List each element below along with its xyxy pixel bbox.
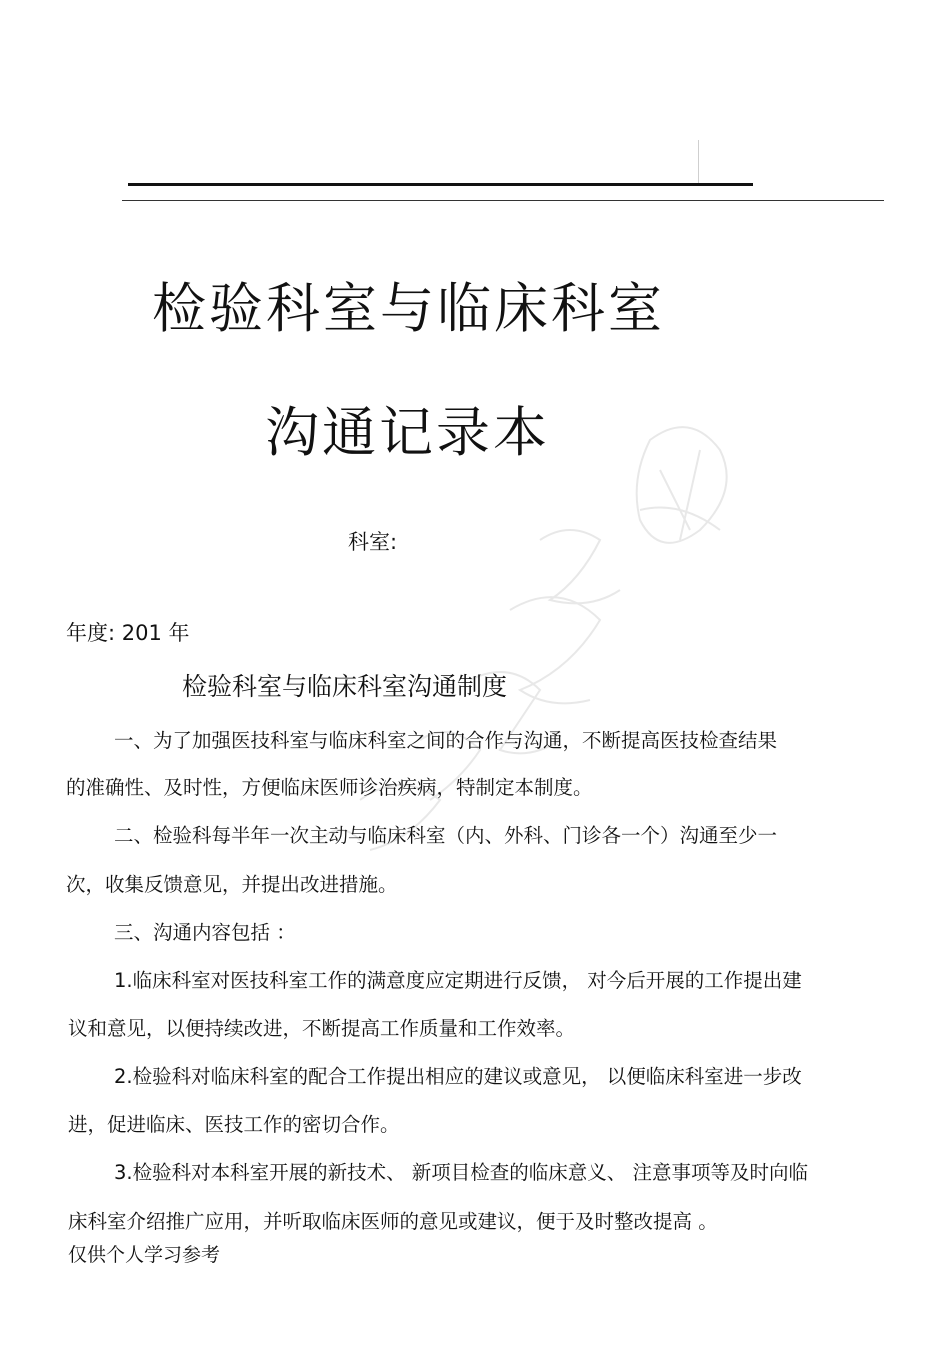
header-thick-rule	[128, 183, 753, 186]
regulation-line: 1.临床科室对医技科室工作的满意度应定期进行反馈， 对今后开展的工作提出建	[114, 969, 802, 992]
regulation-line: 议和意见，以便持续改进，不断提高工作质量和工作效率。	[68, 1017, 576, 1040]
regulation-line: 3.检验科对本科室开展的新技术、 新项目检查的临床意义、 注意事项等及时向临	[114, 1161, 809, 1184]
cover-title-line2: 沟通记录本	[265, 401, 550, 464]
regulation-line: 二、检验科每半年一次主动与临床科室（内、外科、门诊各一个）沟通至少一	[114, 824, 778, 847]
regulation-line: 三、沟通内容包括 ：	[114, 921, 296, 944]
footer-note: 仅供个人学习参考	[68, 1244, 221, 1266]
regulation-line: 2.检验科对临床科室的配合工作提出相应的建议或意见， 以便临床科室进一步改	[114, 1065, 802, 1088]
header-vertical-rule	[698, 140, 699, 186]
regulation-line: 一、为了加强医技科室与临床科室之间的合作与沟通，不断提高医技检查结果	[114, 729, 778, 752]
department-label: 科室:	[348, 530, 398, 554]
regulation-line: 进，促进临床、医技工作的密切合作。	[68, 1113, 400, 1136]
regulation-line: 的准确性、及时性，方便临床医师诊治疾病，特制定本制度。	[66, 776, 593, 799]
cover-title-line1: 检验科室与临床科室	[152, 277, 665, 340]
year-label: 年度: 201 年	[66, 621, 190, 645]
regulation-heading: 检验科室与临床科室沟通制度	[182, 672, 508, 701]
header-thin-rule	[122, 200, 884, 201]
regulation-line: 次，收集反馈意见，并提出改进措施。	[66, 873, 398, 896]
regulation-line: 床科室介绍推广应用，并听取临床医师的意见或建议，便于及时整改提高 。	[68, 1210, 718, 1233]
